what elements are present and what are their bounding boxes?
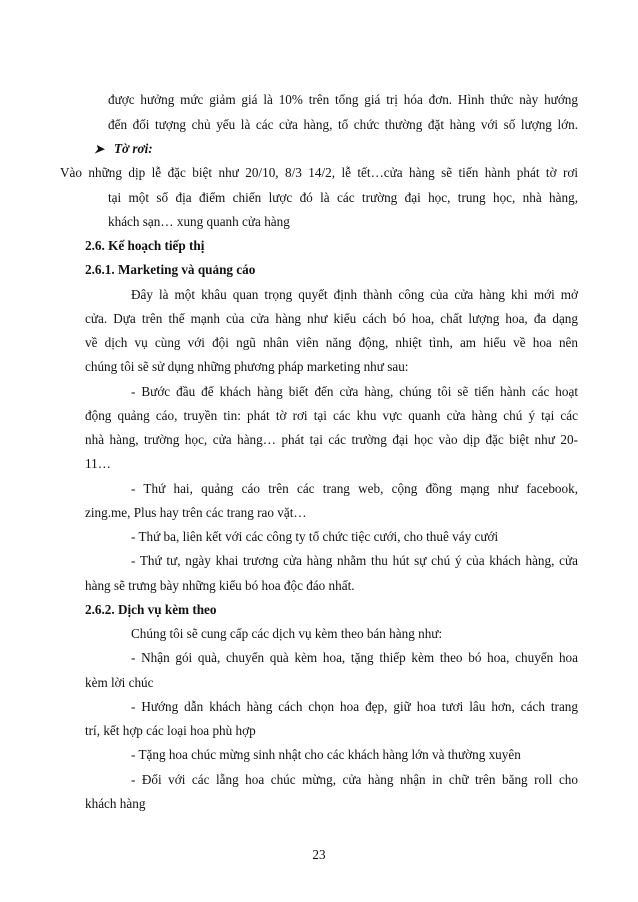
page-number: 23 <box>312 847 326 862</box>
bullet-heading-text: Tờ rơi: <box>114 141 153 156</box>
paragraph-line: 11… <box>85 456 111 471</box>
paragraph-line: zing.me, Plus hay trên các trang rao vặt… <box>85 505 307 520</box>
paragraph-line: cửa. Dựa trên thế mạnh của cửa hàng như kiểu cách bó hoa, chất lượng hoa, đa dạng <box>85 311 578 326</box>
paragraph-line: khách hàng <box>85 796 146 811</box>
paragraph-line: đến đối tượng chủ yếu là các cửa hàng, tổ chức thường đặt hàng với số lượng lớn. <box>108 117 578 132</box>
paragraph-line: - Bước đầu để khách hàng biết đến cửa hàng, chúng tôi sẽ tiến hành các hoạt <box>131 384 578 399</box>
subsection-heading: 2.6.2. Dịch vụ kèm theo <box>85 602 217 617</box>
paragraph-line: Đây là một khâu quan trọng quyết định thành công của cửa hàng khi mới mở <box>131 287 578 302</box>
paragraph-line: động quảng cáo, truyền tin: phát tờ rơi tại các khu vực quanh cửa hàng chú ý tại các <box>85 408 578 423</box>
paragraph-line: Chúng tôi sẽ cung cấp các dịch vụ kèm theo bán hàng như: <box>131 626 443 641</box>
bullet-heading <box>94 140 153 158</box>
subsection-heading: 2.6.1. Marketing và quảng cáo <box>85 262 256 277</box>
paragraph-line: - Nhận gói quà, chuyển quà kèm hoa, tặng thiếp kèm theo bó hoa, chuyển hoa <box>131 650 578 665</box>
paragraph-line: - Hướng dẫn khách hàng cách chọn hoa đẹp, giữ hoa tươi lâu hơn, cách trang <box>131 699 578 714</box>
paragraph-line: tại một số địa điểm chiến lược đó là các trường đại học, trung học, nhà hàng, <box>108 190 578 205</box>
paragraph-line: - Thứ tư, ngày khai trương cửa hàng nhằm thu hút sự chú ý của khách hàng, cửa <box>131 553 578 568</box>
paragraph-line: - Thứ ba, liên kết với các công ty tổ chức tiệc cưới, cho thuê váy cưới <box>131 529 499 544</box>
paragraph-line: Vào những dịp lễ đặc biệt như 20/10, 8/3 14/2, lễ tết…cửa hàng sẽ tiến hành phát tờ rơi <box>60 165 578 180</box>
paragraph-line: trí, kết hợp các loại hoa phù hợp <box>85 723 256 738</box>
paragraph-line: - Tặng hoa chúc mừng sinh nhật cho các khách hàng lớn và thường xuyên <box>131 747 521 762</box>
arrow-bullet-icon: ➤ <box>94 142 105 156</box>
paragraph-line: được hưởng mức giảm giá là 10% trên tổng giá trị hóa đơn. Hình thức này hướng <box>108 92 578 107</box>
paragraph-line: chúng tôi sẽ sử dụng những phương pháp marketing như sau: <box>85 359 409 374</box>
paragraph-line: - Thứ hai, quảng cáo trên các trang web, cộng đồng mạng như facebook, <box>131 481 578 496</box>
paragraph-line: nhà hàng, trường học, cửa hàng… phát tại các trường đại học vào dịp đặc biệt như 20- <box>85 432 578 447</box>
paragraph-line: hàng sẽ trưng bày những kiểu bó hoa độc đáo nhất. <box>85 578 355 593</box>
paragraph-line: về dịch vụ cùng với đội ngũ nhân viên năng động, nhiệt tình, am hiểu về hoa nên <box>85 335 578 350</box>
paragraph-line: kèm lời chúc <box>85 675 154 690</box>
paragraph-line: - Đối với các lẵng hoa chúc mừng, cửa hàng nhận in chữ trên băng roll cho <box>131 772 578 787</box>
section-heading: 2.6. Kế hoạch tiếp thị <box>85 238 205 253</box>
paragraph-line: khách sạn… xung quanh cửa hàng <box>108 214 290 229</box>
